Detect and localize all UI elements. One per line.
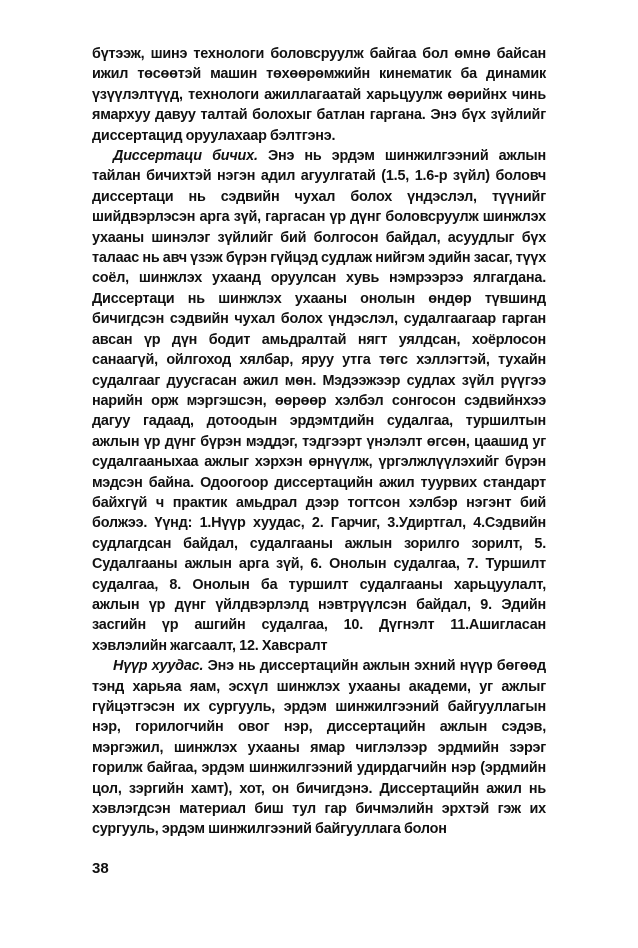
page-number: 38 (92, 860, 109, 877)
paragraph-dissertation-writing (92, 146, 546, 656)
paragraph-text: Энэ нь диссертацийн ажлын эхний нүүр бөгөөд тэнд харьяа яам, эсхүл шинжлэх ухааны академи, уг ажлыг гүйцэтгэсэн их сургууль, эрдэм шинжилгээний байгууллагын нэр, горилогчийн овог нэр, диссертацийн ажлын сэдэв, мэргэжил, шинжлэх ухааны ямар чиглэлээр эрдмийн зэрэг горилж байгаа, эрдэм шинжилгээний удирдагчийн нэр (эрдмийн цол, зэргийн хамт), хот, он бичигдэнэ. Диссертацийн ажил нь хэвлэгдсэн материал биш тул гар бичмэлийн эрхтэй гэж их сургууль, эрдэм шинжилгээний байгууллага болон (92, 658, 546, 838)
page-body (92, 44, 546, 840)
paragraph-text: Энэ нь эрдэм шинжилгээний ажлын тайлан бичихтэй нэгэн адил агуулгатай (1.5, 1.6-р зүйл) боловч диссертаци нь сэдвийн чухал болох үндэслэл, түүнийг шийдвэрлэсэн арга зүй, гаргасан үр дүнг боловсруулж шинжлэх ухааны шинэлэг зүйлийг бий болгосон байдал, асуудлыг бүх талаас нь авч үзэж бүрэн гүйцэд судлаж нийгэм эдийн засаг, түүх соёл, шинжлэх ухаанд оруулсан хувь нэмрээрээ ялгагдана. Диссертаци нь шинжлэх ухааны онолын өндөр түвшинд бичигдсэн сэдвийн чухал болох үндэслэл, судалгаагаар гарган авсан үр дүн бодит амьдралтай нягт уялдсан, хоёрлосон санаагүй, ойлгоход хялбар, яруу утга төгс хэллэгтэй, тухайн судалгааг дуусгасан ажил мөн. Мэдээжээр судлах зүйл рүүгээ нарийн орж мэргэшсэн, өөрөөр хэлбэл сонгосон сэдвийнхээ дагуу гадаад, дотоодын эрдэмтдийн судалгаа, туршилтын ажлын үр дүнг бүрэн мэддэг, тэдгээрт үнэлэлт өгсөн, цаашид уг судалгааныхаа ажлыг хэрхэн өрнүүлж, үргэлжлүүлэхийг бүрэн мэдсэн байна. Одоогоор диссертацийн ажил туурвих стандарт байхгүй ч практик амьдрал дээр тогтсон хэлбэр нэгэнт бий болжээ. Үүнд: 1.Нүүр хуудас, 2. Гарчиг, 3.Удиртгал, 4.Сэдвийн судлагдсан байдал, судалгааны ажлын зорилго зорилт, 5. Судалгааны ажлын арга зүй, 6. Онолын судалгаа, 7. Туршилт судалгаа, 8. Онолын ба туршилт судалгааны харьцуулалт, ажлын үр дүнг үйлдвэрлэлд нэвтрүүлсэн байдал, 9. Эдийн засгийн үр ашгийн судалгаа, 10. Дүгнэлт 11.Ашигласан хэвлэлийн жагсаалт, 12. Хавсралт (92, 148, 546, 654)
paragraph-heading: Нүүр хуудас. (113, 658, 204, 675)
paragraph-continuation (92, 44, 546, 146)
paragraph-title-page (92, 656, 546, 840)
paragraph-text: бүтээж, шинэ технологи боловсруулж байгаа бол өмнө байсан ижил төсөөтэй машин төхөөрөмжийн кинематик ба динамик үзүүлэлтүүд, технологи ажиллагаатай харьцуулж өөрийнх чинь ямархуу давуу талтай болохыг батлан гаргана. Энэ бүх зүйлийг диссертацид оруулахаар бэлтгэнэ. (92, 46, 546, 144)
paragraph-heading: Диссертаци бичих. (113, 148, 258, 165)
